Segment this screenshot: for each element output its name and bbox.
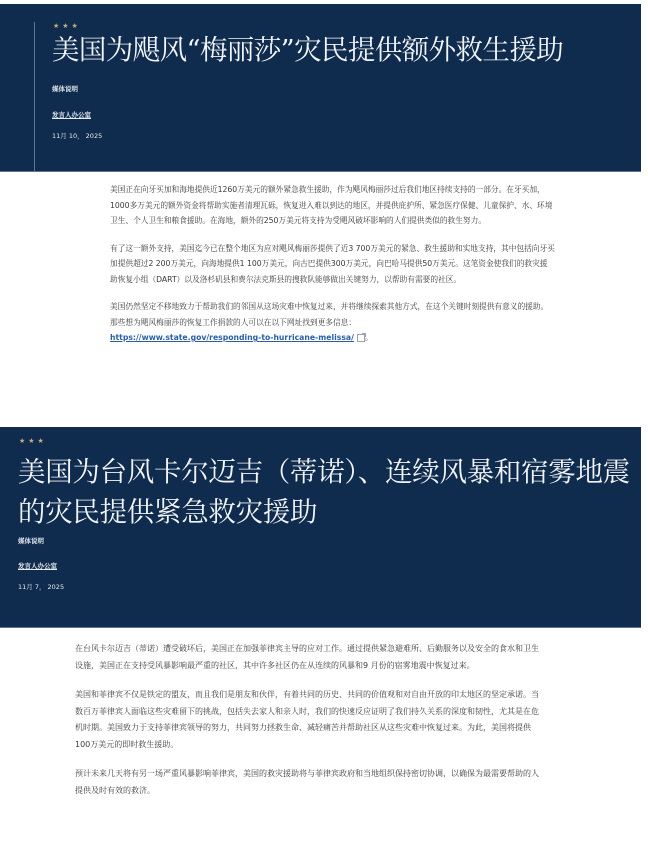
release-1-paragraph-text: 美国仍然坚定不移地致力于帮助我们的邻国从这场灾难中恢复过来，并将继续探索其他方式，在这个关键时刻提供有意义的援助。那些想为飓风梅丽莎的恢复工作捐款的人可以在以下网址找到更多信息： [110, 302, 549, 327]
hurricane-melissa-link[interactable]: https://www.state.gov/responding-to-hurricane-melissa/ [110, 333, 354, 342]
release-1-paragraph: 美国正在向牙买加和海地提供近1260万美元的额外紧急救生援助，作为飓风梅丽莎过后我们地区持续支持的一部分。在牙买加，1000多万美元的额外资金将帮助实施者清理瓦砾，恢复进入难以到达的地区，并提供庇护所、紧急医疗保健、儿童保护、水、环境卫生、个人卫生和粮食援助。在海地，额外的250万美元将支持为受飓风破坏影响的人们提供类似的救生努力。 [110, 185, 553, 225]
release-1-paragraph [110, 299, 555, 346]
release-1-title: 美国为飓风“梅丽莎”灾民提供额外救生援助 [52, 34, 564, 66]
release-1-date: 11月 10， 2025 [52, 132, 103, 140]
release-1-office-link[interactable]: 发言人办公室 [52, 111, 91, 119]
release-2-paragraph: 美国和菲律宾不仅是铁定的盟友，而且我们是朋友和伙伴，有着共同的历史、共同的价值观和对自由开放的印太地区的坚定承诺。当数百万菲律宾人面临这些灾难留下的挑战，包括失去家人和亲人时，我们的快速反应证明了我们持久关系的深度和韧性，尤其是在危机时期。美国致力于支持菲律宾领导的努力，共同努力拯救生命、减轻痛苦并帮助社区从这些灾难中恢复过来。为此，美国将提供100万美元的即时救生援助。 [75, 690, 539, 749]
release-1-header [0, 4, 641, 172]
release-2-body [75, 641, 540, 812]
link-suffix: 。 [364, 333, 373, 342]
stars-icon: ★★★ [53, 22, 81, 30]
release-2-office-link[interactable]: 发言人办公室 [18, 562, 57, 570]
release-2-paragraph: 在台风卡尔迈吉（蒂诺）遭受破坏后，美国正在加强菲律宾主导的应对工作。通过提供紧急避难所、后勤服务以及安全的食水和卫生设施，美国正在支持受风暴影响最严重的社区，其中许多社区仍在从连续的风暴和9 月份的宿雾地震中恢复过来。 [75, 644, 539, 670]
release-1-paragraph: 有了这一额外支持，美国迄今已在整个地区为应对飓风梅丽莎提供了近3 700万美元的紧急、救生援助和实地支持，其中包括向牙买加提供超过2 200万美元，向海地提供1 100万美元，向古巴提供300万美元，向巴哈马提供50万美元。这笔资金使我们的救灾援助恢复小组（DART）以及洛杉矶县和费尔法克斯县的搜救队能够做出关键努力，以帮助有需要的社区。 [110, 243, 555, 284]
release-1-body [110, 182, 555, 358]
release-2-paragraph: 预计未来几天将有另一场严重风暴影响菲律宾，美国的救灾援助将与菲律宾政府和当地组织保持密切协调，以确保为最需要帮助的人提供及时有效的救济。 [75, 769, 539, 795]
stars-icon: ★★★ [19, 437, 47, 445]
release-2-header [0, 427, 641, 628]
release-2-date: 11月 7， 2025 [18, 583, 65, 591]
release-1-category: 媒体说明 [52, 85, 78, 93]
vertical-divider [34, 22, 35, 171]
release-2-category: 媒体说明 [18, 537, 44, 545]
release-2-title: 美国为台风卡尔迈吉（蒂诺）、连续风暴和宿雾地震的灾民提供紧急救灾援助 [18, 456, 630, 528]
external-link-icon[interactable] [357, 334, 365, 342]
